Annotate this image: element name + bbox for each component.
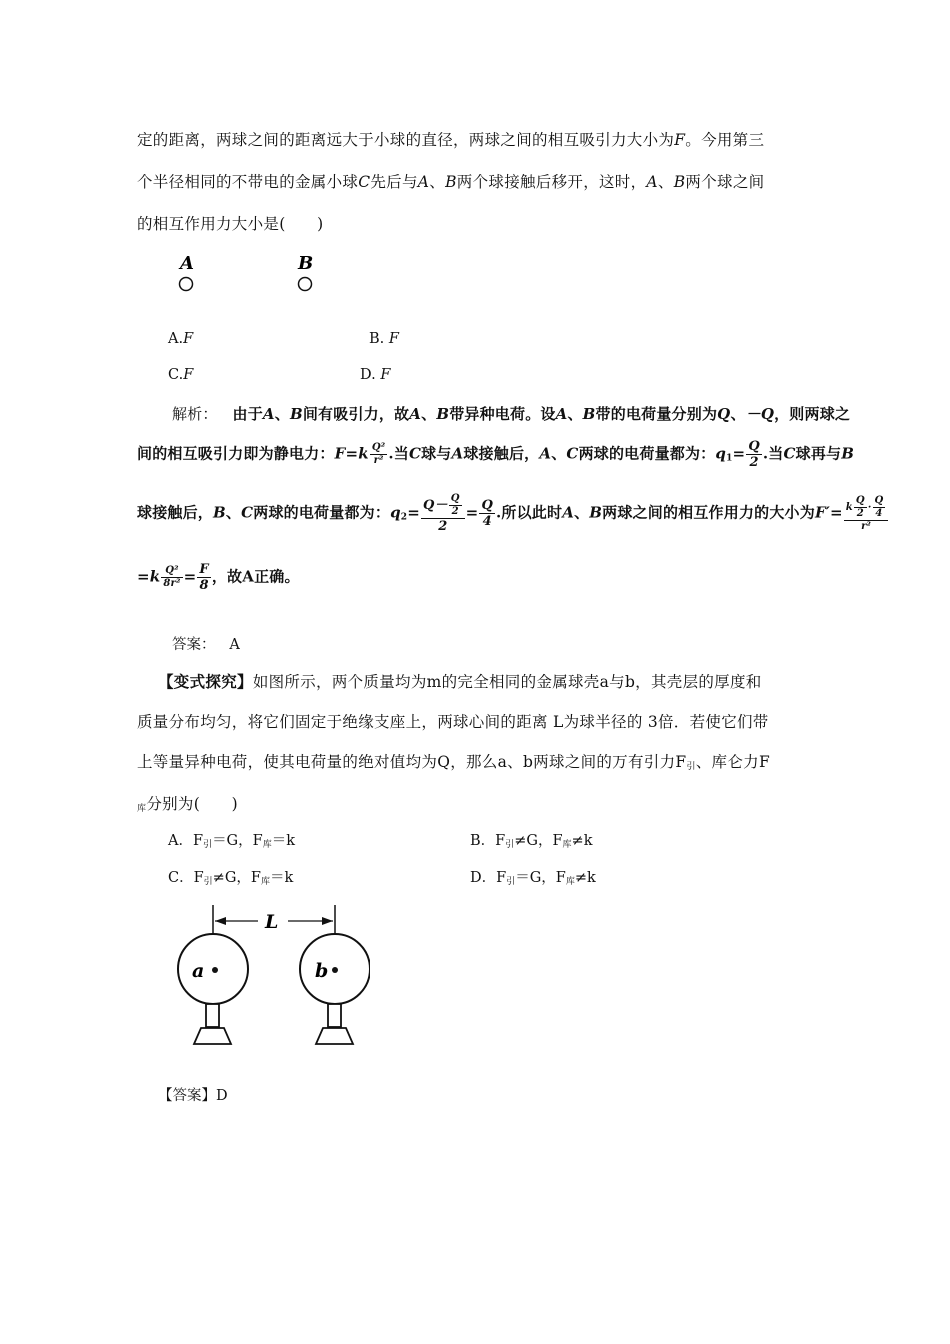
sphere-b-label: B: [298, 253, 314, 274]
fraction-q2-over-r2: $\frac{\text{Q²}}{\text{r²}}$: [371, 442, 386, 466]
metal-shells-figure: [170, 903, 370, 1048]
spheres-ab-figure: [165, 250, 335, 302]
variant-line-4: $_库$分别为( ): [137, 795, 239, 814]
variant-option-c[interactable]: C．$F_引\ne G$，$F_库=k$: [168, 870, 294, 887]
fraction-q-over-2: $\frac{Q}{2}$: [748, 439, 760, 470]
variant-line-2: 质量分布均匀，将它们固定于绝缘支座上，两球心间的距离 L为球半径的 3倍．若使它们带: [137, 713, 769, 731]
solution-heading: 解析：: [172, 405, 218, 423]
answer-1: 答案： A: [172, 637, 240, 653]
stand-b-base: [316, 1028, 353, 1044]
problem-text-line-2: 个半径相同的不带电的金属小球C先后与A、B两个球接触后移开，这时，A、B两个球之间: [137, 173, 765, 191]
variant-line-1: 【变式探究】如图所示，两个质量均为m的完全相同的金属球壳a与b，其壳层的厚度和: [158, 672, 762, 691]
option-c[interactable]: C.F: [168, 367, 194, 383]
shell-a-label: a: [192, 960, 205, 982]
answer-2: 【答案】D: [158, 1088, 228, 1104]
distance-label: L: [265, 911, 279, 933]
sphere-a-label: A: [180, 253, 194, 274]
fraction-coulomb-result: k $\frac{Q}{2}$ · $\frac{Q}{4}$ r²: [844, 496, 889, 532]
shell-b-label: b: [315, 960, 329, 982]
solution-line-3: 球接触后，B、C两球的电荷量都为：$q_2=$ Q－ $\frac{Q}{2}$ 2 = $\frac{Q}{4}$ .所以此时A、B两球之间的相互作用力的大小为F′= k $\frac{Q}{2}$ · $\frac{Q}{4}$ r²: [137, 494, 889, 533]
shell-b-center: [332, 967, 338, 973]
variant-option-b[interactable]: B．$F_引\ne G$，$F_库\ne k$: [470, 833, 593, 850]
variant-tag: 【变式探究】: [158, 672, 253, 691]
stand-a-post: [206, 1004, 219, 1027]
problem-text-line-1: 定的距离，两球之间的距离远大于小球的直径，两球之间的相互吸引力大小为F。今用第三: [137, 131, 765, 149]
problem-text-line-3: 的相互作用力大小是( ): [137, 215, 324, 233]
fraction-compound: Q－ $\frac{Q}{2}$ 2: [421, 494, 465, 533]
option-b[interactable]: B. F: [369, 331, 399, 347]
solution-line-1: 解析： 由于A、B间有吸引力，故A、B带异种电荷。设A、B带的电荷量分别为Q、－Q，则两球之: [172, 405, 851, 423]
solution-line-2: 间的相互吸引力即为静电力：F=k $\frac{\text{Q²}}{\text{r²}}$ .当C球与A球接触后，A、C两球的电荷量都为：$q_1=$ $\frac{Q}{2}$ .当C球再与B: [137, 439, 855, 470]
variant-line-3: 上等量异种电荷，使其电荷量的绝对值均为Q，那么a、b两球之间的万有引力$F_引$、库仑力F: [137, 753, 771, 772]
fraction-q-over-4: $\frac{Q}{4}$: [481, 498, 493, 529]
variant-option-d[interactable]: D．$F_引=G$，$F_库\ne k$: [470, 870, 596, 887]
stand-a-base: [194, 1028, 231, 1044]
sphere-a: [180, 278, 193, 291]
option-a[interactable]: A.F: [168, 331, 194, 347]
sphere-b: [299, 278, 312, 291]
arrowhead-left: [215, 917, 226, 925]
option-d[interactable]: D. F: [360, 367, 391, 383]
solution-line-4: =k $\frac{\text{Q²}}{\text{8r²}}$ = $\frac{F}{8}$ ，故A正确。: [137, 562, 300, 593]
stand-b-post: [328, 1004, 341, 1027]
variant-option-a[interactable]: A．$F_引=G$，$F_库=k$: [168, 833, 296, 850]
arrowhead-right: [322, 917, 333, 925]
shell-a-center: [212, 967, 218, 973]
